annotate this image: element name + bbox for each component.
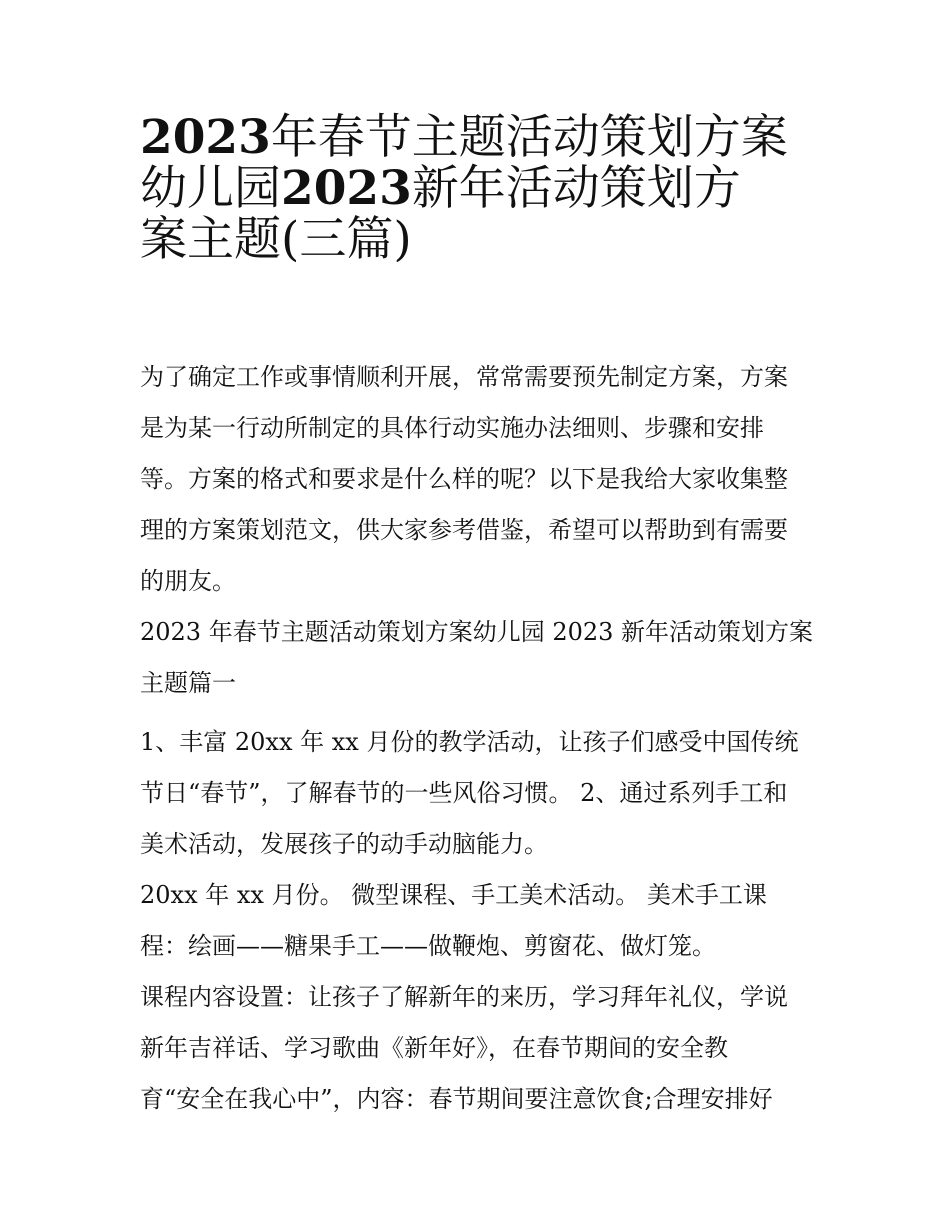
document-title — [140, 112, 830, 265]
text-line: 新年吉祥话、学习歌曲《新年好》，在春节期间的安全教 — [140, 1034, 728, 1062]
text-line: 理的方案策划范文，供大家参考借鉴，希望可以帮助到有需要 — [140, 516, 788, 544]
paragraph-course-content — [140, 972, 830, 1125]
text-line: 的朋友。 — [140, 567, 236, 595]
text-line: 2023 年春节主题活动策划方案幼儿园 2023 新年活动策划方案 — [140, 618, 814, 646]
document-body — [140, 352, 830, 1125]
text-line: 1、丰富 20xx 年 xx 月份的教学活动，让孩子们感受中国传统 — [140, 728, 799, 756]
text-line: 主题篇一 — [140, 669, 236, 697]
title-line-1: 2023年春节主题活动策划方案 — [140, 110, 788, 165]
text-line: 是为某一行动所制定的具体行动实施办法细则、步骤和安排 — [140, 414, 764, 442]
text-line: 为了确定工作或事情顺利开展，常常需要预先制定方案，方案 — [140, 363, 788, 391]
text-line: 等。方案的格式和要求是什么样的呢？以下是我给大家收集整 — [140, 465, 788, 493]
text-line: 课程内容设置：让孩子了解新年的来历，学习拜年礼仪，学说 — [140, 983, 788, 1011]
spacer — [140, 709, 830, 717]
paragraph-section-heading — [140, 607, 830, 709]
title-line-2: 幼儿园2023新年活动策划方 — [140, 161, 741, 216]
text-line: 节日“春节”，了解春节的一些风俗习惯。 2、通过系列手工和 — [140, 779, 788, 807]
title-line-3: 案主题(三篇) — [140, 212, 412, 267]
text-line: 程：绘画——糖果手工——做鞭炮、剪窗花、做灯笼。 — [140, 932, 716, 960]
text-line: 20xx 年 xx 月份。 微型课程、手工美术活动。 美术手工课 — [140, 881, 767, 909]
paragraph-intro — [140, 352, 830, 607]
text-line: 育“安全在我心中”，内容：春节期间要注意饮食;合理安排好 — [140, 1085, 773, 1113]
text-line: 美术活动，发展孩子的动手动脑能力。 — [140, 830, 548, 858]
paragraph-goals — [140, 717, 830, 870]
paragraph-schedule — [140, 870, 830, 972]
